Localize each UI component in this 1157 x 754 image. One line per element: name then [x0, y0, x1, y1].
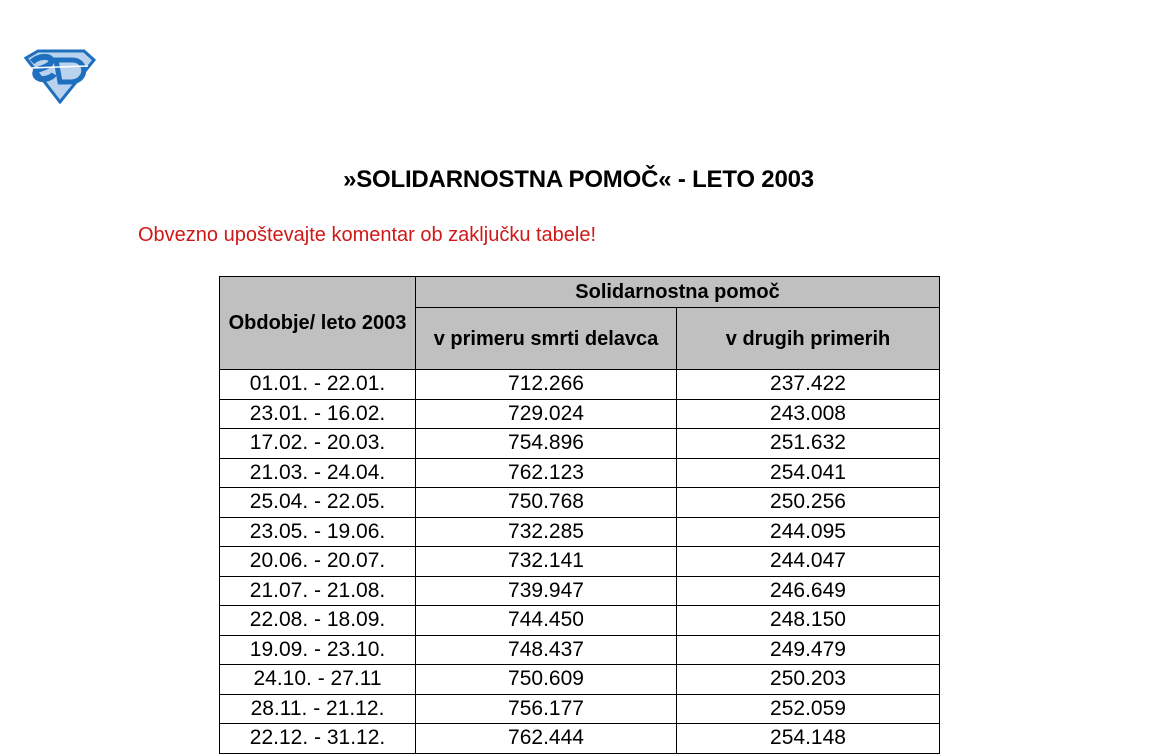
page-title: »SOLIDARNOSTNA POMOČ« - LETO 2003 [343, 166, 814, 193]
period-cell: 28.11. - 21.12. [220, 694, 416, 724]
death-amount-cell: 744.450 [416, 606, 677, 636]
header-period: Obdobje/ leto 2003 [220, 277, 416, 370]
other-amount-cell: 237.422 [677, 370, 940, 400]
period-cell: 21.03. - 24.04. [220, 458, 416, 488]
death-amount-cell: 712.266 [416, 370, 677, 400]
warning-note: Obvezno upoštevajte komentar ob zaključku tabele! [138, 224, 597, 246]
period-cell: 20.06. - 20.07. [220, 547, 416, 577]
table-row [220, 606, 940, 636]
other-amount-cell: 254.041 [677, 458, 940, 488]
period-cell: 22.12. - 31.12. [220, 724, 416, 754]
table-row [220, 370, 940, 400]
table-row [220, 547, 940, 577]
period-cell: 19.09. - 23.10. [220, 635, 416, 665]
period-cell: 24.10. - 27.11 [220, 665, 416, 695]
death-amount-cell: 762.123 [416, 458, 677, 488]
period-cell: 21.07. - 21.08. [220, 576, 416, 606]
table-row [220, 576, 940, 606]
period-cell: 01.01. - 22.01. [220, 370, 416, 400]
period-cell: 22.08. - 18.09. [220, 606, 416, 636]
table-row [220, 458, 940, 488]
table-row [220, 399, 940, 429]
other-amount-cell: 248.150 [677, 606, 940, 636]
table-row [220, 724, 940, 754]
death-amount-cell: 762.444 [416, 724, 677, 754]
other-amount-cell: 244.095 [677, 517, 940, 547]
period-cell: 25.04. - 22.05. [220, 488, 416, 518]
death-amount-cell: 729.024 [416, 399, 677, 429]
death-amount-cell: 750.768 [416, 488, 677, 518]
death-amount-cell: 732.141 [416, 547, 677, 577]
other-amount-cell: 246.649 [677, 576, 940, 606]
other-amount-cell: 252.059 [677, 694, 940, 724]
header-death: v primeru smrti delavca [416, 308, 677, 370]
period-cell: 17.02. - 20.03. [220, 429, 416, 459]
other-amount-cell: 251.632 [677, 429, 940, 459]
death-amount-cell: 754.896 [416, 429, 677, 459]
table-row [220, 635, 940, 665]
death-amount-cell: 748.437 [416, 635, 677, 665]
header-group: Solidarnostna pomoč [416, 277, 940, 308]
period-cell: 23.01. - 16.02. [220, 399, 416, 429]
other-amount-cell: 243.008 [677, 399, 940, 429]
death-amount-cell: 739.947 [416, 576, 677, 606]
other-amount-cell: 250.203 [677, 665, 940, 695]
other-amount-cell: 249.479 [677, 635, 940, 665]
table-row [220, 488, 940, 518]
table-row [220, 429, 940, 459]
death-amount-cell: 732.285 [416, 517, 677, 547]
table-row [220, 517, 940, 547]
period-cell: 23.05. - 19.06. [220, 517, 416, 547]
other-amount-cell: 254.148 [677, 724, 940, 754]
other-amount-cell: 250.256 [677, 488, 940, 518]
death-amount-cell: 750.609 [416, 665, 677, 695]
table-row [220, 665, 940, 695]
death-amount-cell: 756.177 [416, 694, 677, 724]
header-other: v drugih primerih [677, 308, 940, 370]
solidarity-aid-table [219, 276, 940, 754]
other-amount-cell: 244.047 [677, 547, 940, 577]
sd-logo-icon [22, 48, 96, 104]
table-row [220, 694, 940, 724]
